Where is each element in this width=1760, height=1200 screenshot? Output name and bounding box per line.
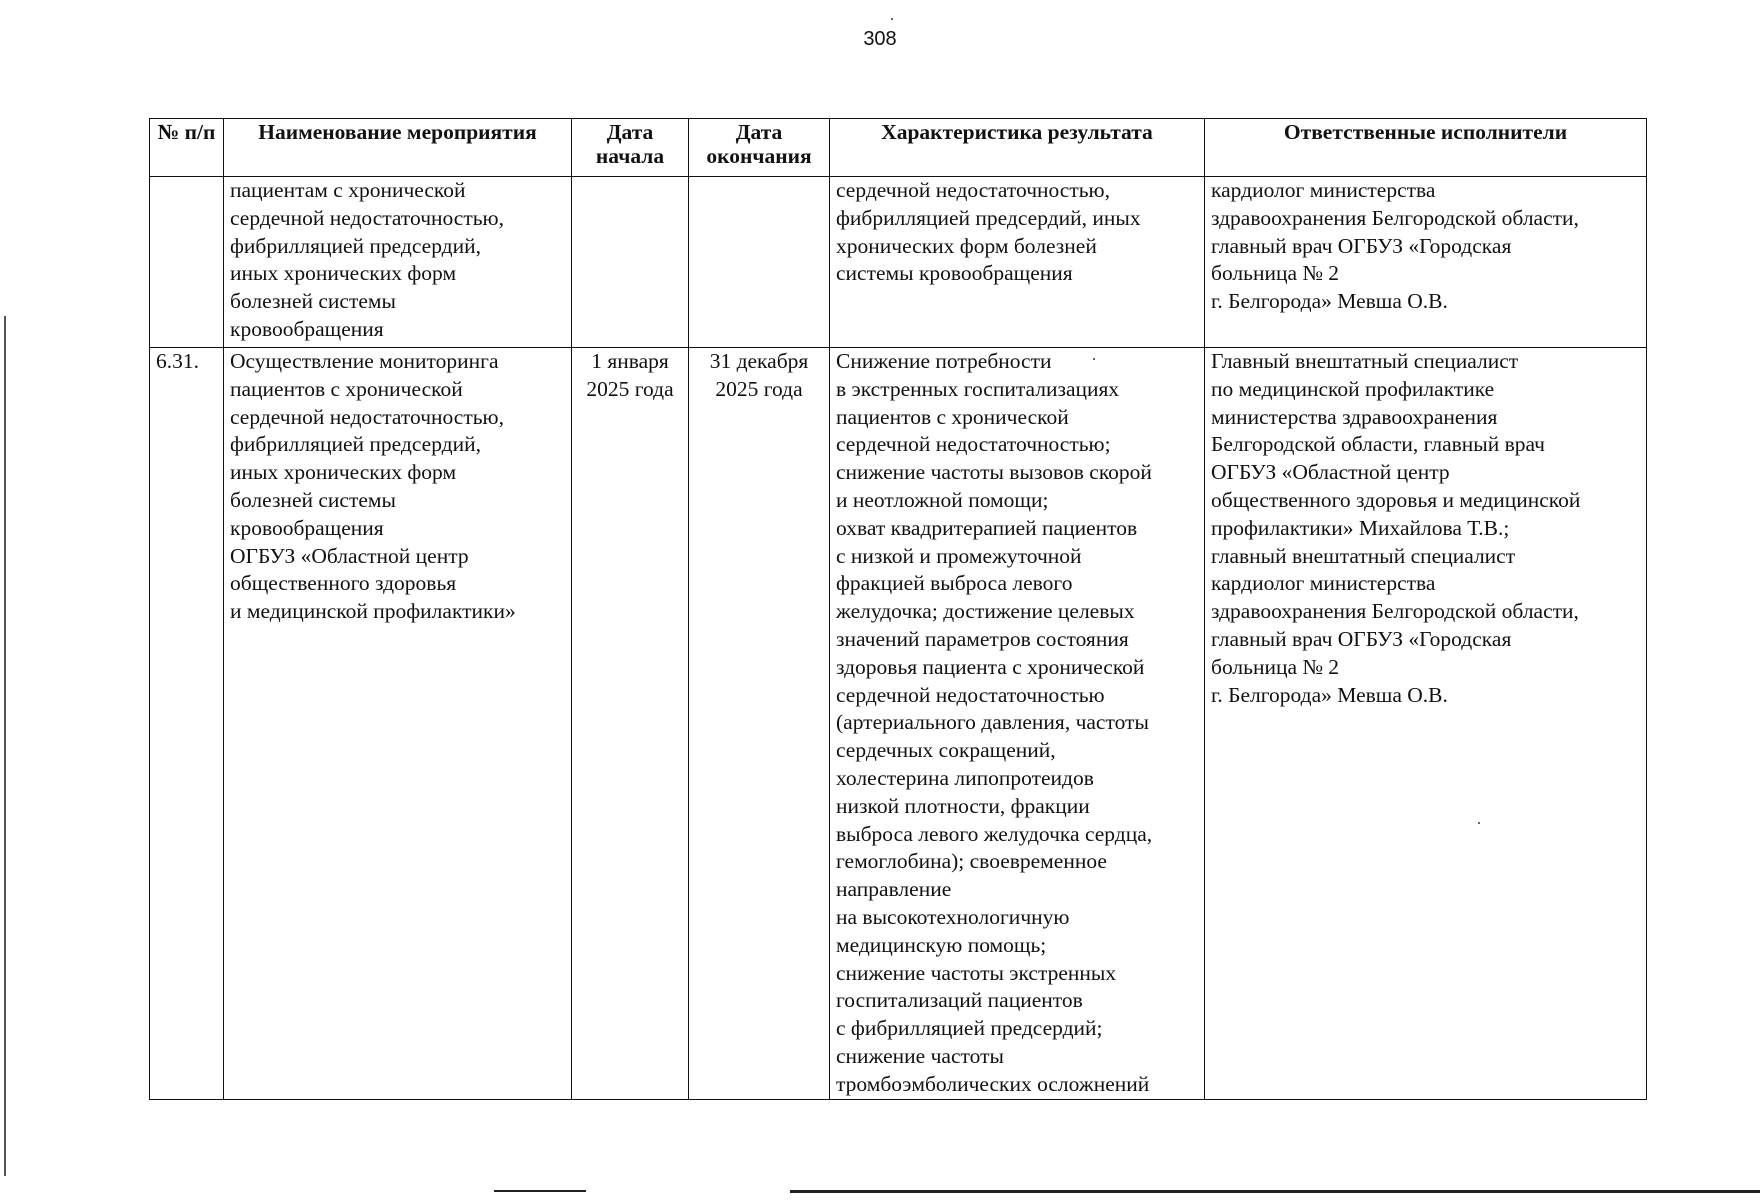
cell-responsible: кардиолог министерства здравоохранения Белгородской области, главный врач ОГБУЗ «Городская больница № 2 г. Белгорода» Мевша О.В. [1205,177,1647,348]
header-responsible: Ответственные исполнители [1205,119,1647,177]
cell-num [150,177,224,348]
scan-left-edge [4,316,6,1176]
measures-table [149,118,1647,1100]
cell-responsible: Главный внештатный специалист по медицинской профилактике министерства здравоохранения Белгородской области, главный врач ОГБУЗ «Областной центр общественного здоровья и медицинской профилактики» Михайлова Т.В.; главный внештатный специалист кардиолог министерства здравоохранения Белгородской области, главный врач ОГБУЗ «Городская больница № 2 г. Белгорода» Мевша О.В. [1205,348,1647,1100]
cell-end-date [689,177,830,348]
cell-result: Снижение потребности в экстренных госпитализациях пациентов с хронической сердечной недостаточностью; снижение частоты вызовов скорой и неотложной помощи; охват квадритерапией пациентов с низкой и промежуточной фракцией выброса левого желудочка; достижение целевых значений параметров состояния здоровья пациента с хронической сердечной недостаточностью (артериального давления, частоты сердечных сокращений, холестерина липопротеидов низкой плотности, фракции выброса левого желудочка сердца, гемоглобина); своевременное направление на высокотехнологичную медицинскую помощь; снижение частоты экстренных госпитализаций пациентов с фибрилляцией предсердий; снижение частоты тромбоэмболических осложнений [830,348,1205,1100]
cell-num: 6.31. [150,348,224,1100]
header-num: № п/п [150,119,224,177]
header-start-date: Дата начала [572,119,689,177]
header-name: Наименование мероприятия [224,119,572,177]
cell-name: Осуществление мониторинга пациентов с хронической сердечной недостаточностью, фибрилляцией предсердий, иных хронических форм болезней системы кровообращения ОГБУЗ «Областной центр общественного здоровья и медицинской профилактики» [224,348,572,1100]
cell-end-date: 31 декабря 2025 года [689,348,830,1100]
table-row [150,177,1647,348]
cell-start-date [572,177,689,348]
cell-name: пациентам с хронической сердечной недостаточностью, фибрилляцией предсердий, иных хронических форм болезней системы кровообращения [224,177,572,348]
scan-speck [891,18,893,20]
table-row [150,348,1647,1100]
table-header-row [150,119,1647,177]
scan-bottom-rule [494,1190,586,1192]
cell-start-date: 1 января 2025 года [572,348,689,1100]
header-result: Характеристика результата [830,119,1205,177]
scan-bottom-rule [790,1190,1760,1193]
page-number: 308 [863,28,897,50]
cell-result: сердечной недостаточностью, фибрилляцией предсердий, иных хронических форм болезней системы кровообращения [830,177,1205,348]
header-end-date: Дата окончания [689,119,830,177]
